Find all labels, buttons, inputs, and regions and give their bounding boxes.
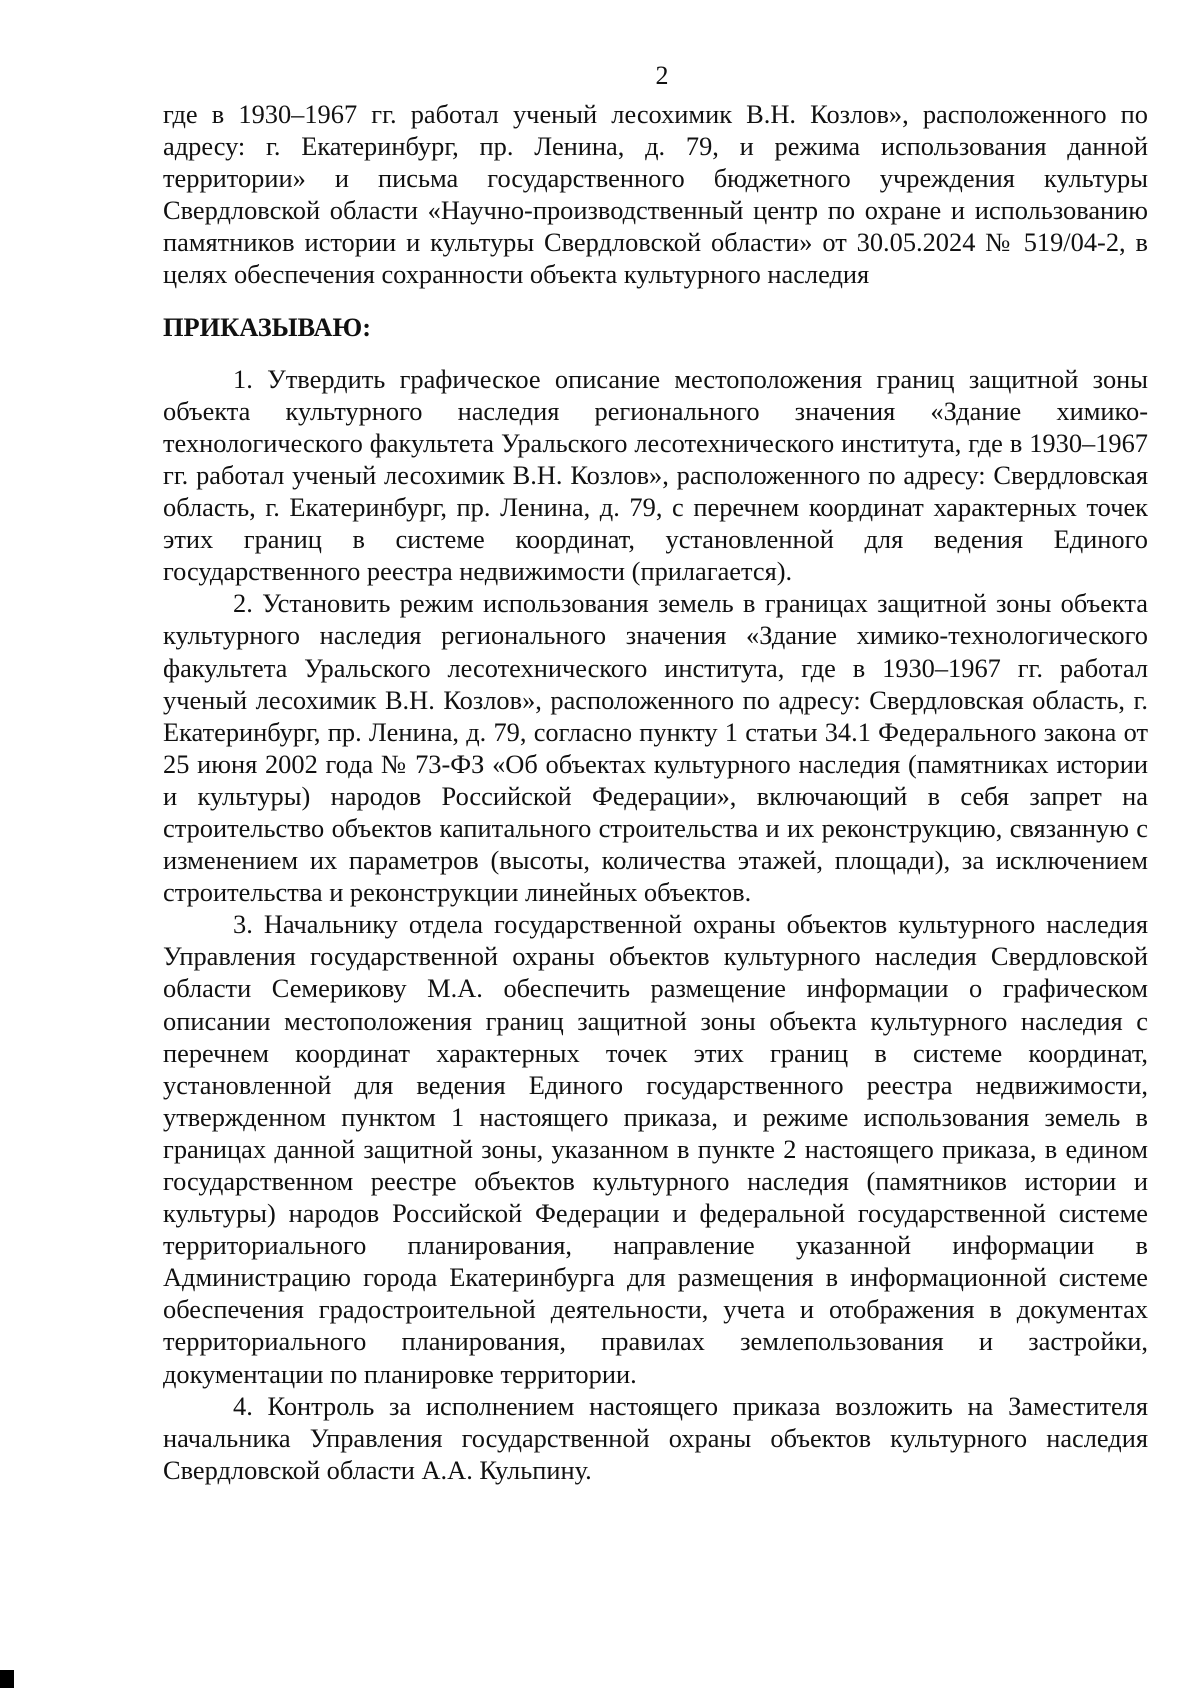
order-item-2: 2. Установить режим использования земель в границах защитной зоны объекта культурного наследия регионального значения «Здание химико-технологического факультета Уральского лесотехнического института, где в 1930–1967 гг. работал ученый лесохимик В.Н. Козлов», расположенного по адресу: Свердловская область, г. Екатеринбург, пр. Ленина, д. 79, согласно пункту 1 статьи 34.1 Федерального закона от 25 июня 2002 года № 73-ФЗ «Об объектах культурного наследия (памятниках истории и культуры) народов Российской Федерации», включающий в себя запрет на строительство объектов капитального строительства и их реконструкцию, связанную с изменением их параметров (высоты, количества этажей, площади), за исключением строительства и реконструкции линейных объектов. — [163, 588, 1148, 908]
order-heading: ПРИКАЗЫВАЮ: — [163, 311, 372, 342]
page-number: 2 — [655, 61, 669, 90]
scan-edge-mark — [0, 1670, 14, 1688]
intro-paragraph: где в 1930–1967 гг. работал ученый лесохимик В.Н. Козлов», расположенного по адресу: г. Екатеринбург, пр. Ленина, д. 79, и режима использования данной территории» и письма государственного бюджетного учреждения культуры Свердловской области «Научно-производственный центр по охране и использованию памятников истории и культуры Свердловской области» от 30.05.2024 № 519/04-2, в целях обеспечения сохранности объекта культурного наследия — [163, 99, 1148, 290]
document-body — [163, 98, 1148, 1486]
order-item-1: 1. Утвердить графическое описание местоположения границ защитной зоны объекта культурного наследия регионального значения «Здание химико-технологического факультета Уральского лесотехнического института, где в 1930–1967 гг. работал ученый лесохимик В.Н. Козлов», расположенного по адресу: Свердловская область, г. Екатеринбург, пр. Ленина, д. 79, с перечнем координат характерных точек этих границ в системе координат, установленной для ведения Единого государственного реестра недвижимости (прилагается). — [163, 363, 1148, 587]
order-item-3: 3. Начальнику отдела государственной охраны объектов культурного наследия Управления государственной охраны объектов культурного наследия Свердловской области Семерикову М.А. обеспечить размещение информации о графическом описании местоположения границ защитной зоны объекта культурного наследия с перечнем координат характерных точек этих границ в системе координат, установленной для ведения Единого государственного реестра недвижимости, утвержденном пунктом 1 настоящего приказа, и режиме использования земель в границах данной защитной зоны, указанном в пункте 2 настоящего приказа, в едином государственном реестре объектов культурного наследия (памятников истории и культуры) народов Российской Федерации и федеральной государственной системе территориального планирования, направление указанной информации в Администрацию города Екатеринбурга для размещения в информационной системе обеспечения градостроительной деятельности, учета и отображения в документах территориального планирования, правилах землепользования и застройки, документации по планировке территории. — [163, 909, 1148, 1389]
order-item-4: 4. Контроль за исполнением настоящего приказа возложить на Заместителя начальника Управления государственной охраны объектов культурного наследия Свердловской области А.А. Кульпину. — [163, 1390, 1148, 1485]
